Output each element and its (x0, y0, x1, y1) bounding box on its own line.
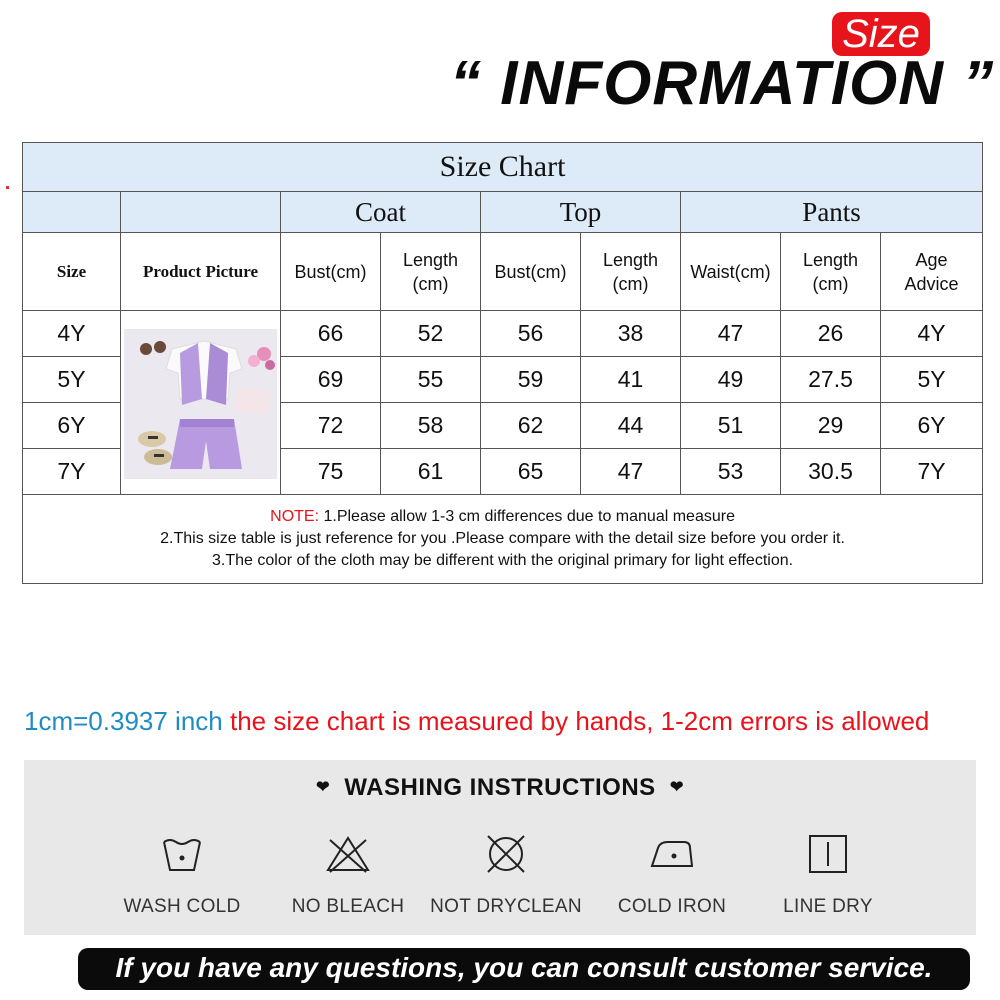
wash-label: COLD IRON (617, 896, 727, 917)
col-pants-length (781, 233, 881, 311)
heart-icon: ❤ (316, 779, 330, 796)
wash-cold-icon (158, 830, 206, 878)
cell-coat-bust: 72 (281, 403, 381, 449)
wash-label: NO BLEACH (291, 896, 405, 917)
wash-item-wash-cold (102, 830, 262, 918)
cell-top-bust: 59 (481, 357, 581, 403)
cell-top-length: 41 (581, 357, 681, 403)
col-pants-length-l2: (cm) (812, 273, 849, 294)
group-pants: Pants (681, 192, 983, 233)
col-age-advice (881, 233, 983, 311)
size-badge: Size (832, 12, 930, 56)
cell-top-bust: 62 (481, 403, 581, 449)
cell-size: 6Y (23, 403, 121, 449)
washing-title (24, 774, 976, 802)
wash-label: NOT DRYCLEAN (430, 896, 582, 917)
washing-title-text: WASHING INSTRUCTIONS (344, 774, 656, 801)
measurement-notice: the size chart is measured by hands, 1-2cm errors is allowed (222, 706, 930, 736)
col-pants-length-l1: Length (802, 249, 859, 270)
cell-size: 7Y (23, 449, 121, 495)
cell-waist: 47 (681, 311, 781, 357)
col-coat-length-l1: Length (402, 249, 459, 270)
wash-label: WASH COLD (123, 896, 241, 917)
cell-coat-bust: 75 (281, 449, 381, 495)
product-picture-cell (121, 311, 281, 495)
cell-coat-bust: 66 (281, 311, 381, 357)
cell-waist: 49 (681, 357, 781, 403)
wash-item-no-bleach (268, 830, 428, 918)
empty-header-cell (23, 192, 121, 233)
cell-pants-length: 27.5 (781, 357, 881, 403)
cell-age: 4Y (881, 311, 983, 357)
information-title: “ INFORMATION ” (450, 49, 995, 118)
col-pants-waist: Waist(cm) (681, 233, 781, 311)
cell-top-length: 47 (581, 449, 681, 495)
note-line-2: 2.This size table is just reference for you .Please compare with the detail size before you order it. (160, 530, 845, 547)
heart-icon: ❤ (670, 779, 684, 796)
col-product-picture: Product Picture (121, 233, 281, 311)
no-bleach-icon (324, 830, 372, 878)
cell-age: 5Y (881, 357, 983, 403)
note-label: NOTE: (270, 508, 320, 525)
cell-size: 5Y (23, 357, 121, 403)
cell-top-bust: 65 (481, 449, 581, 495)
col-top-length (581, 233, 681, 311)
customer-service-banner: If you have any questions, you can consult customer service. (78, 948, 970, 990)
wash-item-line-dry (748, 830, 908, 918)
wash-label: LINE DRY (783, 896, 873, 917)
red-mark (6, 186, 9, 189)
col-coat-bust: Bust(cm) (281, 233, 381, 311)
line-dry-icon (804, 830, 852, 878)
cell-age: 6Y (881, 403, 983, 449)
cell-coat-bust: 69 (281, 357, 381, 403)
no-dryclean-icon (482, 830, 530, 878)
note-line-3: 3.The color of the cloth may be different with the original primary for light effection. (212, 552, 794, 569)
col-coat-length (381, 233, 481, 311)
cell-age: 7Y (881, 449, 983, 495)
cell-top-length: 38 (581, 311, 681, 357)
wash-item-cold-iron (592, 830, 752, 918)
col-size: Size (23, 233, 121, 311)
cell-coat-length: 55 (381, 357, 481, 403)
group-coat: Coat (281, 192, 481, 233)
cell-waist: 53 (681, 449, 781, 495)
cell-coat-length: 61 (381, 449, 481, 495)
cell-coat-length: 58 (381, 403, 481, 449)
cell-top-length: 44 (581, 403, 681, 449)
group-top: Top (481, 192, 681, 233)
cell-coat-length: 52 (381, 311, 481, 357)
product-picture (124, 329, 277, 479)
col-age-l2: Advice (904, 273, 959, 294)
cell-waist: 51 (681, 403, 781, 449)
col-top-length-l1: Length (602, 249, 659, 270)
col-age-l1: Age (915, 249, 948, 270)
inch-conversion: 1cm=0.3937 inch (24, 706, 223, 736)
product-image-illustration (124, 329, 277, 479)
cell-pants-length: 26 (781, 311, 881, 357)
cell-top-bust: 56 (481, 311, 581, 357)
col-top-length-l2: (cm) (612, 273, 649, 294)
conversion-line (24, 706, 984, 737)
cell-size: 4Y (23, 311, 121, 357)
table-row (23, 311, 983, 357)
cell-pants-length: 29 (781, 403, 881, 449)
empty-header-cell (121, 192, 281, 233)
cell-pants-length: 30.5 (781, 449, 881, 495)
washing-panel (24, 760, 976, 935)
size-chart-table (22, 142, 983, 584)
note-line-1: 1.Please allow 1-3 cm differences due to manual measure (319, 508, 735, 525)
cold-iron-icon (648, 830, 696, 878)
col-top-bust: Bust(cm) (481, 233, 581, 311)
notes-cell (23, 495, 983, 584)
wash-item-not-dryclean (426, 830, 586, 918)
col-coat-length-l2: (cm) (412, 273, 449, 294)
size-chart-title: Size Chart (23, 143, 983, 192)
